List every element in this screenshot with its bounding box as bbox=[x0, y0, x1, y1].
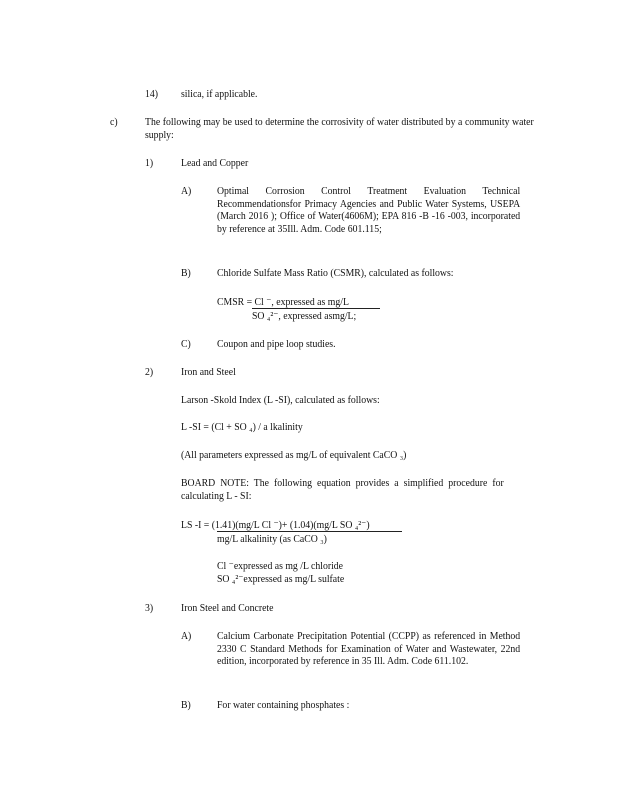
lead-b-text: Chloride Sulfate Mass Ratio (CSMR), calculated as follows: bbox=[217, 268, 454, 279]
lsi-parameters-note: (All parameters expressed as mg/L of equivalent CaCO ₃) bbox=[181, 450, 407, 461]
item-1-title: Lead and Copper bbox=[181, 158, 249, 169]
csmr-fraction-bar bbox=[252, 308, 380, 309]
lead-a-label: A) bbox=[181, 186, 192, 197]
item-3-number: 3) bbox=[145, 603, 154, 614]
item-2-title: Iron and Steel bbox=[181, 367, 236, 378]
item-14-number: 14) bbox=[145, 89, 159, 100]
lead-a-text: Optimal Corrosion Control Treatment Evaluation Technical Recommendationsfor Primacy Agencies and Public Water Systems, USEPA (March 2016 ); Office of Water(4606M); EPA 816 -B -16 -003, incorporated by reference at 35Ill. Adm. Code 601.115; bbox=[217, 186, 521, 235]
item-1-number: 1) bbox=[145, 158, 154, 169]
lead-c-label: C) bbox=[181, 339, 191, 350]
board-note: BOARD NOTE: The following equation provides a simplified procedure for calculating L - SI: bbox=[181, 478, 504, 502]
concrete-a-text: Calcium Carbonate Precipitation Potential (CCPP) as referenced in Method 2330 C Standard Methods for Examination of Water and Wastewater, 22nd edition, incorporated by reference in 35 Ill. Adm. Code 611.102. bbox=[217, 631, 521, 667]
item-2-number: 2) bbox=[145, 367, 154, 378]
lsi-simplified-denominator: mg/L alkalinity (as CaCO ₃) bbox=[217, 534, 327, 545]
lead-c-text: Coupon and pipe loop studies. bbox=[217, 339, 336, 350]
concrete-a-label: A) bbox=[181, 631, 192, 642]
csmr-formula-numerator: CMSR = Cl ⁻, expressed as mg/L bbox=[217, 297, 349, 308]
item-14-text: silica, if applicable. bbox=[181, 89, 258, 100]
sulfate-definition: SO ₄²⁻expressed as mg/L sulfate bbox=[217, 574, 345, 585]
section-c-text: The following may be used to determine the corrosivity of water distributed by a community water supply: bbox=[145, 117, 534, 141]
lead-b-label: B) bbox=[181, 268, 191, 279]
concrete-b-label: B) bbox=[181, 700, 191, 711]
concrete-b-text: For water containing phosphates : bbox=[217, 700, 350, 711]
lsi-intro: Larson -Skold Index (L -SI), calculated as follows: bbox=[181, 395, 380, 406]
lsi-simplified-numerator: LS -I = (1.41)(mg/L Cl ⁻)+ (1.04)(mg/L SO ₄²⁻) bbox=[181, 520, 370, 531]
section-c-label: c) bbox=[110, 117, 118, 128]
chloride-definition: Cl ⁻expressed as mg /L chloride bbox=[217, 561, 344, 572]
item-3-title: Iron Steel and Concrete bbox=[181, 603, 274, 614]
csmr-formula-denominator: SO ₄²⁻, expressed asmg/L; bbox=[252, 311, 357, 322]
lsi-formula: L -SI = (Cl + SO ₄) / a lkalinity bbox=[181, 422, 303, 433]
lsi-fraction-bar bbox=[217, 531, 402, 532]
